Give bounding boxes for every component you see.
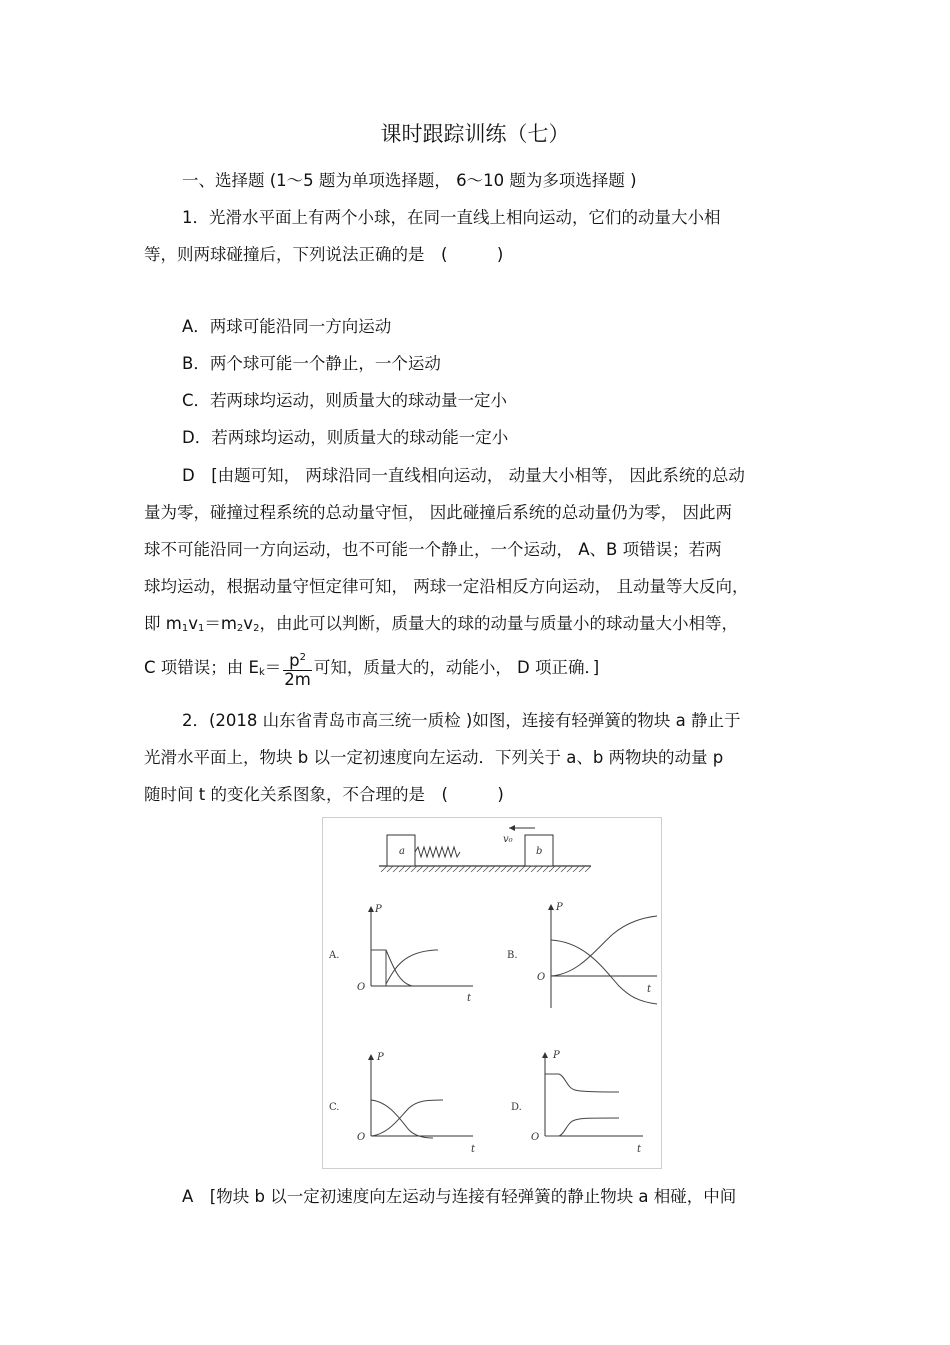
q1-stem-line-1: 1．光滑水平面上有两个小球，在同一直线上相向运动，它们的动量大小相 <box>182 208 721 227</box>
velocity-arrow-head <box>509 825 515 831</box>
q1-answer-line-6 <box>144 648 599 693</box>
q1-answer-line-5-e: ，由此可以判断，质量大的球的动量与质量小的球动量大小相等， <box>259 614 738 633</box>
graph-b-t-label: t <box>647 984 652 995</box>
spring <box>415 847 460 857</box>
graph-b-origin: O <box>537 972 546 983</box>
q1-answer-line-5-b: v <box>188 614 198 633</box>
section-heading: 一、选择题 (1～5 题为单项选择题， 6～10 题为多项选择题 ) <box>182 171 637 190</box>
q1-answer-line-5-c: ＝m <box>204 614 237 633</box>
equals-sign: ＝ <box>264 658 282 677</box>
graph-d-curve-a <box>545 1118 619 1136</box>
page-title: 课时跟踪训练（七） <box>380 122 570 146</box>
q1-answer-line-6-a: C 项错误；由 E <box>144 658 259 677</box>
graph-a-label: A. <box>329 950 340 961</box>
q2-figure <box>322 817 662 1169</box>
subscript: 2 <box>236 623 244 634</box>
graph-d <box>511 1050 643 1155</box>
q1-option-c: C．若两球均运动，则质量大的球动量一定小 <box>182 391 508 410</box>
graph-b-label: B. <box>507 950 518 961</box>
subscript: 1 <box>197 623 205 634</box>
q1-option-a: A．两球可能沿同一方向运动 <box>182 317 392 336</box>
graph-c <box>329 1052 476 1155</box>
q2-stem-line-3: 随时间 t 的变化关系图象，不合理的是 ( ) <box>144 785 504 804</box>
q1-answer-line-4: 球均运动，根据动量守恒定律可知， 两球一定沿相反方向运动， 且动量等大反向， <box>144 577 749 596</box>
graph-d-p-label: P <box>553 1050 560 1061</box>
graph-b <box>507 902 657 1008</box>
graph-c-t-label: t <box>471 1144 476 1155</box>
graph-a-curve-b-decay <box>386 950 413 986</box>
q1-answer-line-1: D [由题可知， 两球沿同一直线相向运动， 动量大小相等， 因此系统的总动 <box>182 466 745 485</box>
block-a-label: a <box>399 846 405 857</box>
q1-answer-line-6-b: 可知，质量大的，动能小， D 项正确．] <box>313 658 600 677</box>
q1-answer-line-5 <box>144 613 738 640</box>
graph-a <box>328 904 473 1004</box>
graph-d-curve-b <box>545 1074 619 1092</box>
graph-b-p-label: P <box>556 902 563 913</box>
graph-a-origin: O <box>357 982 366 993</box>
q2-stem-line-1: 2．(2018 山东省青岛市高三统一质检 )如图，连接有轻弹簧的物块 a 静止于 <box>182 711 741 730</box>
q2-answer-line-1: A [物块 b 以一定初速度向左运动与连接有轻弹簧的静止物块 a 相碰，中间 <box>182 1187 737 1206</box>
kinetic-energy-fraction <box>283 649 312 689</box>
q1-answer-line-3: 球不可能沿同一方向运动，也不可能一个静止，一个运动， A、B 项错误；若两 <box>144 540 722 559</box>
graph-b-p-arrow <box>548 904 554 910</box>
q2-figure-svg <box>323 818 661 1168</box>
graph-d-origin: O <box>531 1132 540 1143</box>
q1-answer-line-5-d: v <box>243 614 254 633</box>
q1-answer-line-5-a: 即 m <box>144 614 182 633</box>
graph-c-p-arrow <box>368 1054 374 1060</box>
graph-c-label: C. <box>329 1102 340 1113</box>
graph-a-t-label: t <box>467 993 472 1004</box>
q2-stem-line-2: 光滑水平面上，物块 b 以一定初速度向左运动．下列关于 a、b 两物块的动量 p <box>144 748 724 767</box>
subscript: k <box>258 667 265 678</box>
fraction-denominator: 2m <box>284 669 311 689</box>
q1-stem-line-2: 等，则两球碰撞后，下列说法正确的是 ( ) <box>144 245 504 264</box>
ground-hatch <box>381 866 591 872</box>
fraction-numerator: $p^2$ <box>283 649 312 671</box>
graph-d-p-arrow <box>542 1052 548 1058</box>
q1-answer-line-2: 量为零，碰撞过程系统的总动量守恒， 因此碰撞后系统的总动量仍为零， 因此两 <box>144 503 732 522</box>
graph-a-p-arrow <box>368 906 374 912</box>
q1-option-b: B．两个球可能一个静止，一个运动 <box>182 354 441 373</box>
q1-option-d: D．若两球均运动，则质量大的球动能一定小 <box>182 428 509 447</box>
graph-d-label: D. <box>511 1102 522 1113</box>
velocity-label: v₀ <box>503 834 513 845</box>
graph-c-origin: O <box>357 1132 366 1143</box>
graph-a-p-label: P <box>375 904 382 915</box>
apparatus-diagram <box>379 825 591 872</box>
graph-b-curve-a <box>551 916 657 976</box>
subscript: 2 <box>253 623 260 634</box>
subscript: 1 <box>181 623 189 634</box>
graph-c-p-label: P <box>377 1052 384 1063</box>
graph-c-curve-b <box>371 1100 433 1138</box>
graph-d-t-label: t <box>637 1144 642 1155</box>
graph-c-curve-a <box>371 1100 443 1136</box>
block-b-label: b <box>536 846 543 857</box>
graph-a-curve-b <box>371 950 386 986</box>
